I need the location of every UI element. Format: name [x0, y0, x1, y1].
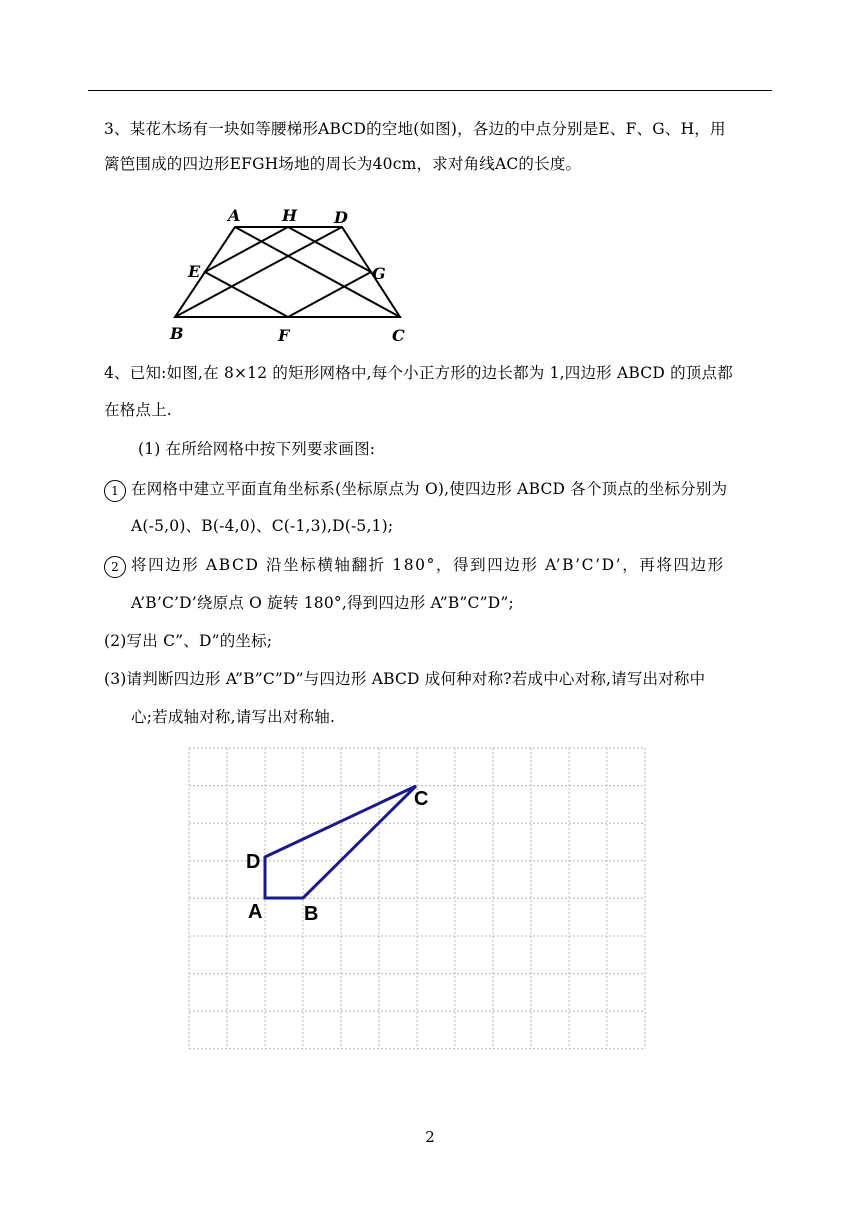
q4-part1: (1) 在所给网格中按下列要求画图: [138, 440, 376, 458]
grid-label-c: C [414, 788, 429, 810]
q3-line1: 3、某花木场有一块如等腰梯形ABCD的空地(如图)，各边的中点分别是E、F、G、H，用 [104, 120, 726, 138]
q3-line2: 篱笆围成的四边形EFGH场地的周长为40cm，求对角线AC的长度。 [104, 155, 582, 173]
page-number: 2 [425, 1128, 435, 1146]
step2-marker: 2 [104, 556, 126, 578]
grid-label-d: D [246, 851, 261, 873]
trapezoid-figure [160, 205, 420, 350]
label-c: C [392, 326, 405, 345]
label-e: E [188, 262, 201, 281]
label-a: A [228, 206, 241, 225]
label-g: G [372, 264, 386, 283]
label-h: H [282, 206, 298, 225]
trapezoid-outline [175, 227, 400, 317]
q4-step2-line1: 将四边形 ABCD 沿坐标横轴翻折 180°，得到四边形 A’B’C’D’，再将四边形 [131, 556, 725, 574]
label-b: B [170, 324, 184, 343]
label-d: D [334, 208, 348, 227]
grid-figure [180, 740, 650, 1060]
grid-label-a: A [248, 901, 263, 923]
q4-step2-line2: A’B’C’D’绕原点 O 旋转 180°,得到四边形 A”B”C”D”; [131, 594, 514, 612]
q4-line2: 在格点上. [104, 401, 172, 419]
q4-part2: (2)写出 C”、D”的坐标; [104, 632, 273, 650]
header-rule [88, 90, 772, 91]
q4-line1: 4、已知:如图,在 8×12 的矩形网格中,每个小正方形的边长都为 1,四边形 ABCD 的顶点都 [104, 364, 733, 382]
grid-label-b: B [304, 903, 319, 925]
q4-step1-line1: 在网格中建立平面直角坐标系(坐标原点为 O),使四边形 ABCD 各个顶点的坐标分别为 [131, 480, 728, 498]
q4-step1-line2: A(-5,0)、B(-4,0)、C(-1,3),D(-5,1); [131, 517, 394, 535]
step1-marker: 1 [104, 480, 126, 502]
label-f: F [278, 326, 290, 345]
quad-efgh [205, 227, 371, 317]
q4-part3-line2: 心;若成轴对称,请写出对称轴. [131, 708, 336, 726]
q4-part3-line1: (3)请判断四边形 A”B”C”D”与四边形 ABCD 成何种对称?若成中心对称,请写出对称中 [104, 670, 706, 688]
